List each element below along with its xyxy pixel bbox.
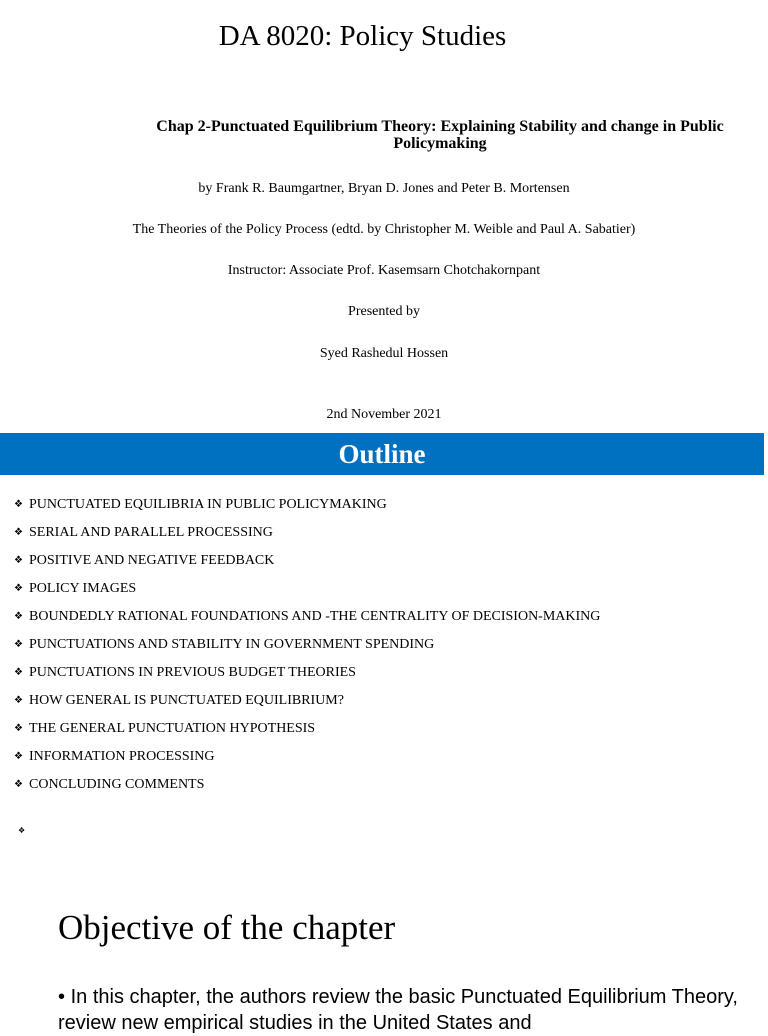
book-title: The Theories of the Policy Process (edtd. by Christopher M. Weible and Paul A. Sabatier) (132, 222, 636, 237)
bullet-icon: ❖ (14, 583, 23, 594)
outline-item-label: BOUNDEDLY RATIONAL FOUNDATIONS AND -THE CENTRALITY OF DECISION-MAKING (29, 609, 601, 624)
outline-heading: Outline (0, 433, 764, 475)
outline-item-label: PUNCTUATIONS AND STABILITY IN GOVERNMENT SPENDING (29, 637, 435, 652)
date: 2nd November 2021 (326, 407, 442, 422)
bullet-icon: ❖ (14, 723, 23, 734)
bullet-icon: ❖ (14, 499, 23, 510)
objective-text: In this chapter, the authors review the basic Punctuated Equilibrium Theory, review new empirical studies in the United States and (58, 986, 738, 1034)
outline-item (14, 774, 600, 802)
outline-item (14, 522, 600, 550)
outline-item (14, 746, 600, 774)
course-title: DA 8020: Policy Studies (218, 20, 507, 52)
outline-item-label: SERIAL AND PARALLEL PROCESSING (29, 525, 273, 540)
outline-list (14, 494, 600, 802)
outline-item (14, 550, 600, 578)
authors: by Frank R. Baumgartner, Bryan D. Jones and Peter B. Mortensen (198, 181, 570, 196)
presented-by: Presented by (348, 304, 420, 319)
outline-item (14, 690, 600, 718)
bullet-icon: ❖ (14, 751, 23, 762)
bullet-icon: ❖ (14, 779, 23, 790)
outline-item-label: HOW GENERAL IS PUNCTUATED EQUILIBRIUM? (29, 693, 344, 708)
outline-item-label: POLICY IMAGES (29, 581, 137, 596)
outline-item (14, 634, 600, 662)
bullet-icon: ❖ (14, 555, 23, 566)
instructor: Instructor: Associate Prof. Kasemsarn Chotchakornpant (227, 263, 541, 278)
presenter: Syed Rashedul Hossen (319, 346, 449, 361)
bullet-icon: ❖ (14, 639, 23, 650)
outline-item-label: INFORMATION PROCESSING (29, 749, 215, 764)
outline-item (14, 718, 600, 746)
outline-item (14, 578, 600, 606)
outline-item-label: PUNCTUATIONS IN PREVIOUS BUDGET THEORIES (29, 665, 356, 680)
bullet-icon: ❖ (14, 527, 23, 538)
outline-item-label: CONCLUDING COMMENTS (29, 777, 205, 792)
outline-item (14, 494, 600, 522)
outline-item-label: POSITIVE AND NEGATIVE FEEDBACK (29, 553, 275, 568)
objective-paragraph (58, 984, 738, 1036)
chapter-title: Chap 2-Punctuated Equilibrium Theory: Explaining Stability and change in Public Policymaking (156, 118, 724, 152)
bullet-icon: • (58, 986, 66, 1008)
outline-item-label: PUNCTUATED EQUILIBRIA IN PUBLIC POLICYMAKING (29, 497, 387, 512)
objective-heading: Objective of the chapter (58, 908, 396, 947)
empty-bullet-icon: ❖ (18, 826, 26, 835)
bullet-icon: ❖ (14, 611, 23, 622)
bullet-icon: ❖ (14, 667, 23, 678)
outline-item-label: THE GENERAL PUNCTUATION HYPOTHESIS (29, 721, 316, 736)
outline-item (14, 606, 600, 634)
bullet-icon: ❖ (14, 695, 23, 706)
outline-item (14, 662, 600, 690)
